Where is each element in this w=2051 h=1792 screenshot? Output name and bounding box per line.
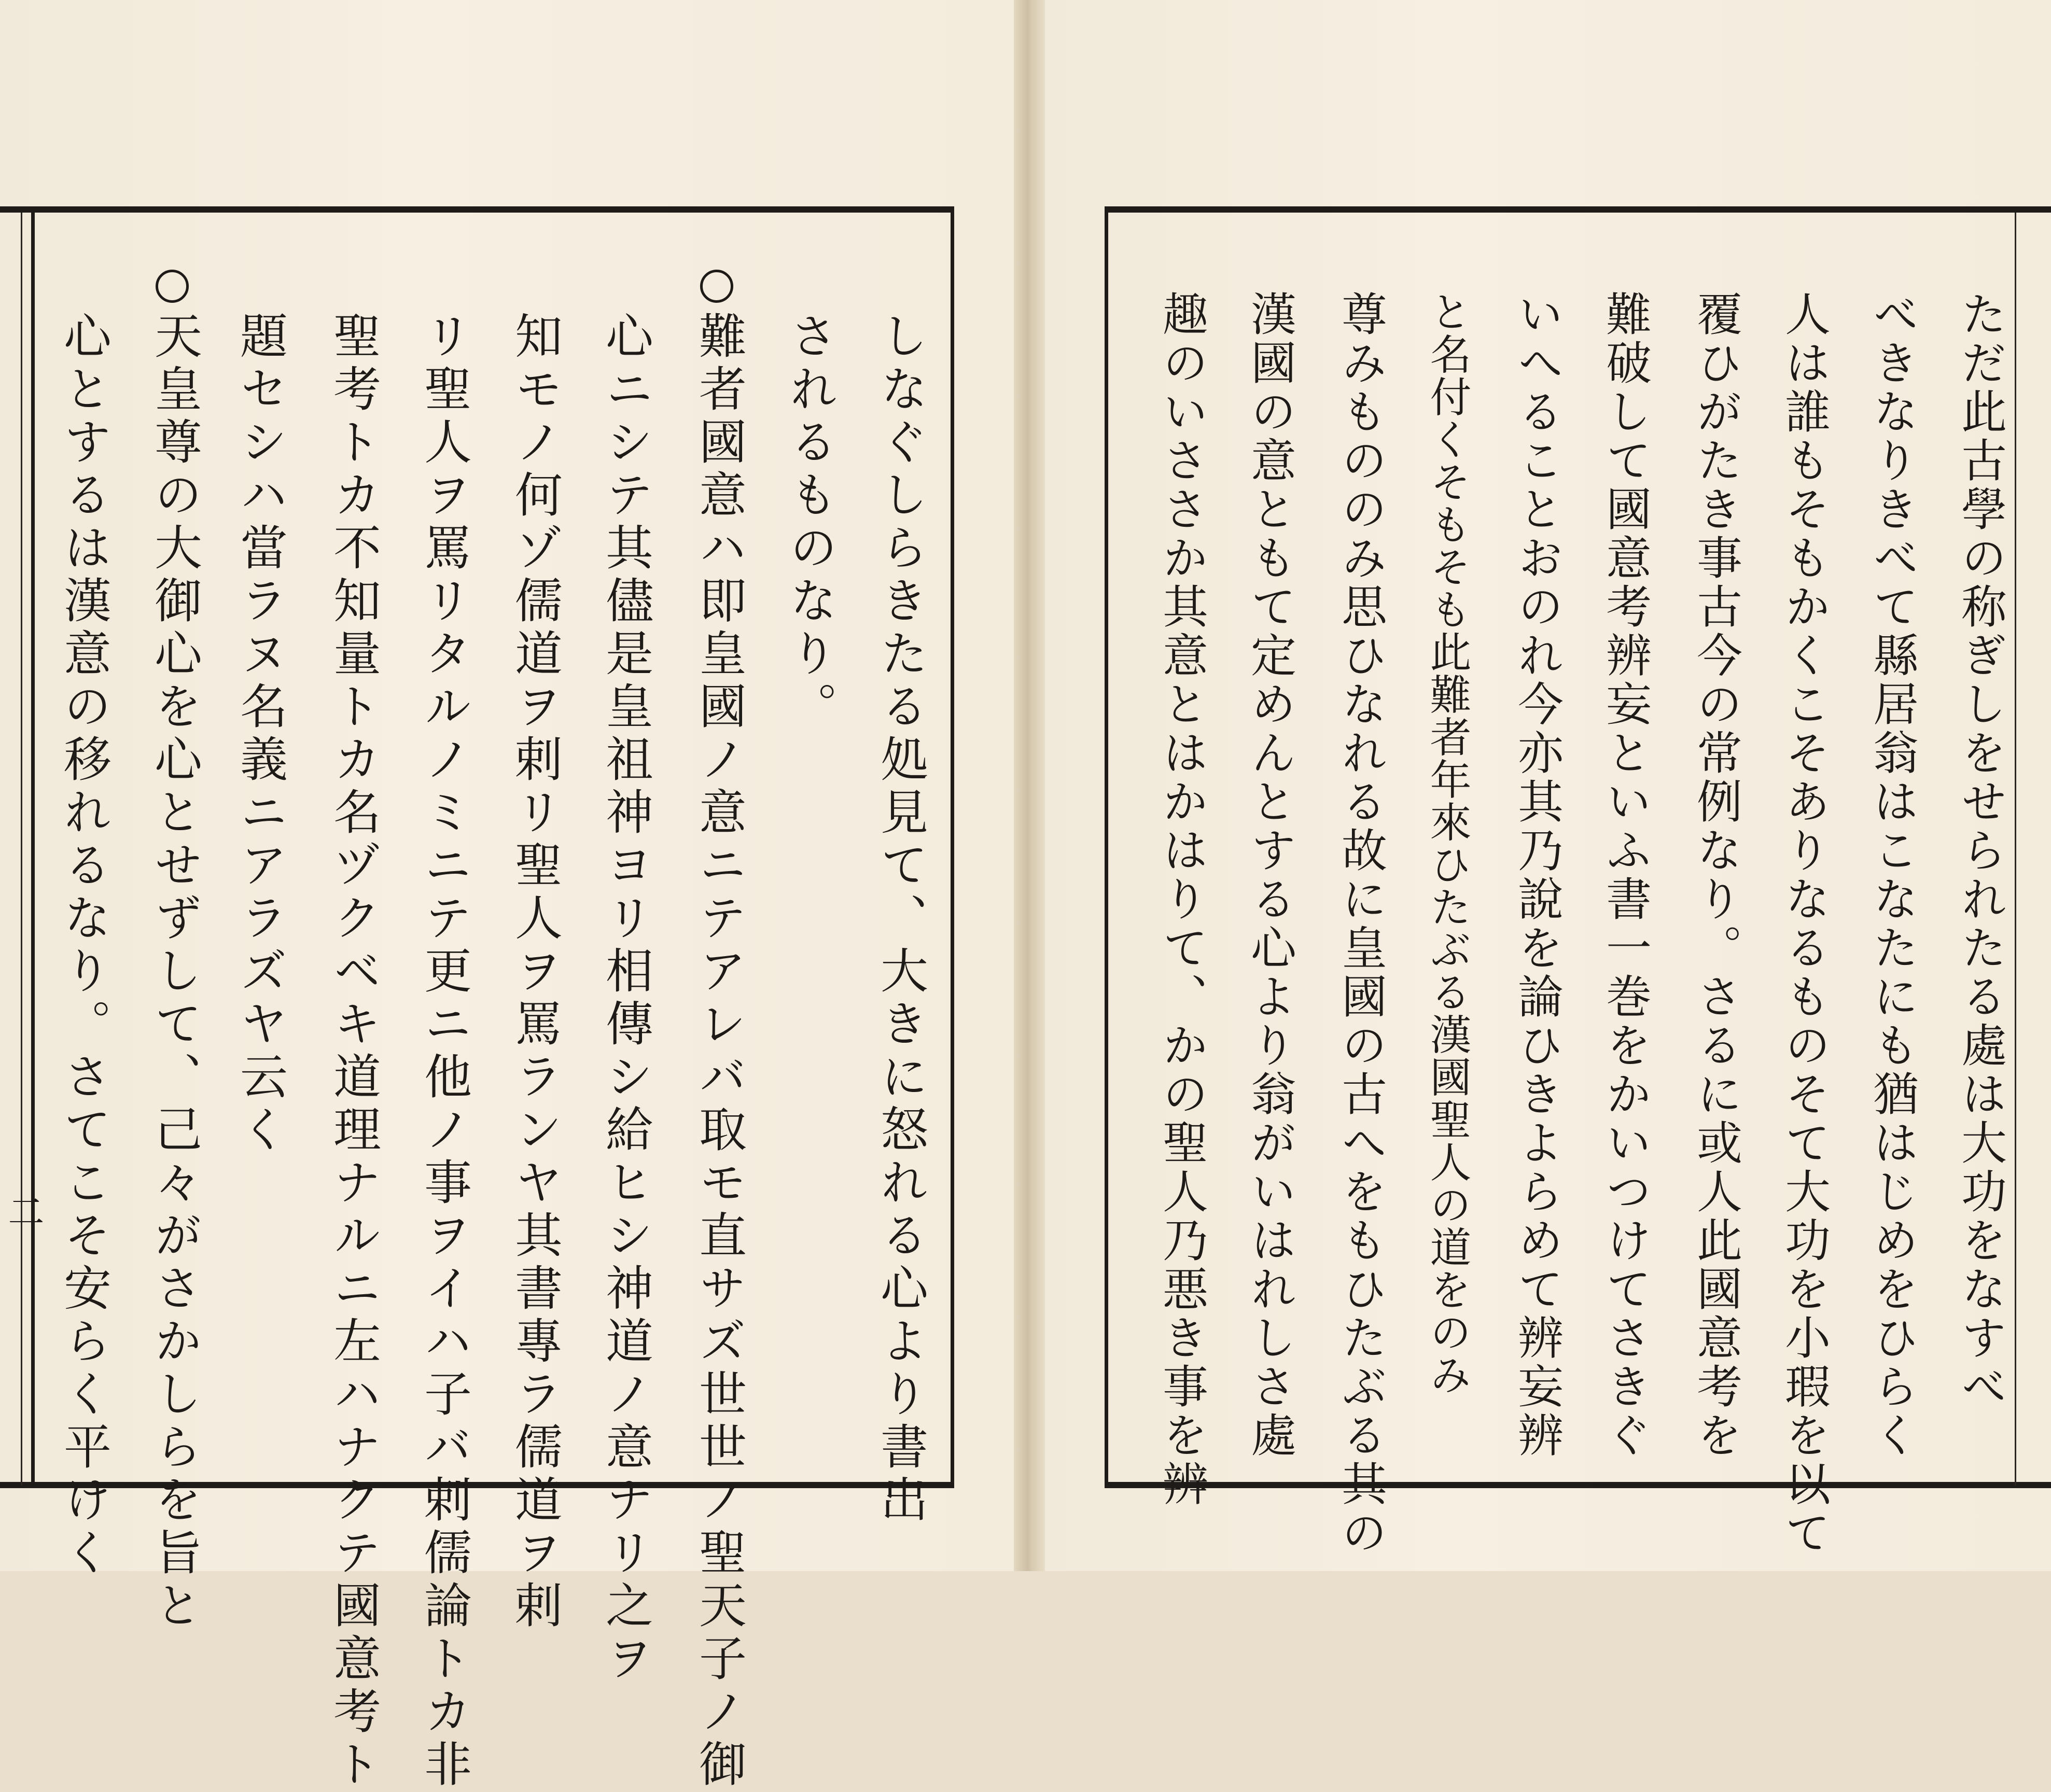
folio-number: 二: [2, 1193, 45, 1229]
left-col-1: しなぐしらきたる処見て、大きに怒れる心より書出: [873, 311, 928, 1528]
left-col-9: 天皇尊の大御心を心とせずして、己々がさかしらを旨と: [147, 311, 202, 1633]
left-col-2: されるものなり。: [782, 311, 838, 734]
right-col-8: 尊みもののみ思ひなれる故に皇國の古へをもひたぶる其の: [1334, 290, 1388, 1558]
left-col-4: 心ニシテ其儘是皇祖神ヨリ相傳シ給ヒシ神道ノ意ナリ之ヲ: [598, 311, 653, 1686]
right-col-6: いへることおのれ今亦其乃說を論ひきよらめて辨妄辨: [1511, 290, 1564, 1460]
right-col-1: ただ此古學の称ぎしをせられたる處は大功をなすべ: [1954, 290, 2007, 1411]
left-col-8: 題セシハ當ラヌ名義ニアラズヤ云く: [232, 311, 288, 1157]
right-col-7: と名付くそもそも此難者年來ひたぶる漢國聖人の道をのみ: [1423, 290, 1471, 1396]
right-col-4: 覆ひがたき事古今の常例なり。さるに或人此國意考を: [1690, 290, 1743, 1460]
section-circle-mark: [700, 270, 733, 303]
book-gutter: [1014, 0, 1045, 1571]
section-circle-mark: [156, 270, 189, 303]
right-col-10: 趣のいささか其意とはかはりて、かの聖人乃悪き事を辨: [1155, 290, 1209, 1509]
right-col-9: 漢國の意ともて定めんとする心より翁がいはれしさ處: [1244, 290, 1297, 1460]
right-col-2: べきなりきべて縣居翁はこなたにも猶はじめをひらく: [1866, 290, 1919, 1460]
left-col-5: 知モノ何ゾ儒道ヲ剌リ聖人ヲ罵ランヤ其書專ラ儒道ヲ剌: [507, 311, 563, 1633]
left-margin-line: [21, 213, 22, 1486]
left-col-10: 心とするは漢意の移れるなり。さてこそ安らく平けく: [56, 311, 111, 1580]
left-col-7: 聖考トカ不知量トカ名ヅクベキ道理ナルニ左ハナクテ國意考ト: [326, 311, 381, 1792]
left-col-6: リ聖人ヲ罵リタルノミニテ更ニ他ノ事ヲイハ子バ剌儒論トカ非: [416, 311, 472, 1792]
right-col-3: 人は誰もそもかくこそありなるものそて大功を小瑕を以て: [1778, 290, 1831, 1558]
right-margin-line: [2015, 213, 2016, 1486]
right-col-5: 難破して國意考辨妄といふ書一巻をかいつけてさきぐ: [1599, 290, 1652, 1460]
left-col-3: 難者國意ハ即皇國ノ意ニテアレバ取モ直サズ世世ノ聖天子ノ御: [691, 311, 747, 1792]
